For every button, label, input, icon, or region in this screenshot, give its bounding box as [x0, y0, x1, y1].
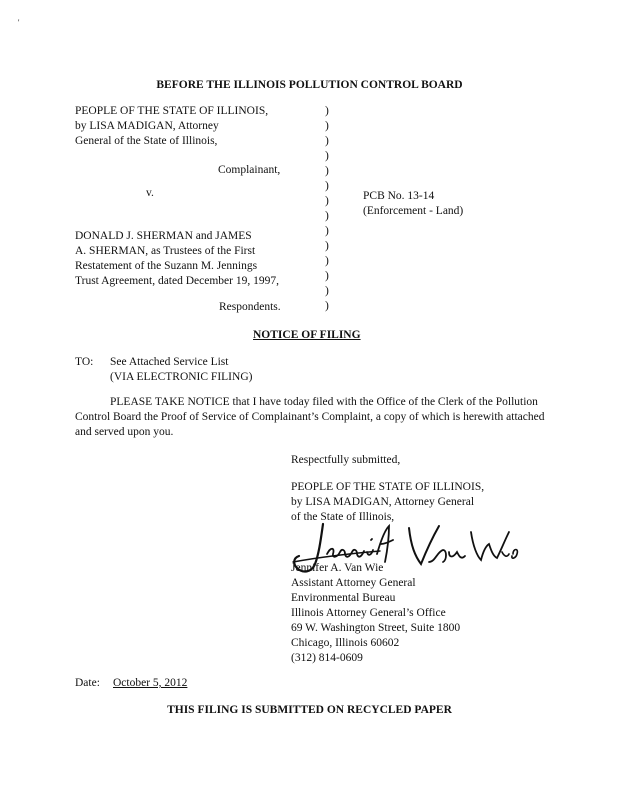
signer-office: Illinois Attorney General’s Office — [291, 607, 446, 619]
signature-block-line-2: by LISA MADIGAN, Attorney General — [291, 496, 475, 508]
caption-paren: ) — [325, 240, 329, 252]
caption-paren: ) — [325, 195, 329, 207]
document-heading: BEFORE THE ILLINOIS POLLUTION CONTROL BOARD — [156, 79, 463, 91]
caption-paren: ) — [325, 270, 329, 282]
caption-paren: ) — [325, 225, 329, 237]
respondent-role: Respondents. — [219, 301, 281, 313]
case-number: PCB No. 13-14 — [363, 190, 435, 202]
signer-name: Jennifer A. Van Wie — [291, 562, 384, 574]
signature-block-line-3: of the State of Illinois, — [291, 511, 395, 523]
recycled-paper-footer: THIS FILING IS SUBMITTED ON RECYCLED PAPER — [167, 704, 452, 716]
signer-title: Assistant Attorney General — [291, 577, 416, 589]
notice-body: PLEASE TAKE NOTICE that I have today filed with the Office of the Clerk of the Pollution Control Board the Proof of Service of Complainant’s Complaint, a copy of which is herewith attached and served upon you. — [75, 396, 545, 438]
complainant-role: Complainant, — [218, 164, 281, 176]
closing: Respectfully submitted, — [291, 454, 401, 466]
caption-paren: ) — [325, 135, 329, 147]
respondent-line-1: DONALD J. SHERMAN and JAMES — [75, 230, 252, 242]
caption-paren: ) — [325, 255, 329, 267]
versus-label: v. — [146, 187, 154, 199]
caption-paren: ) — [325, 150, 329, 162]
signer-phone: (312) 814-0609 — [291, 652, 363, 664]
complainant-line-1: PEOPLE OF THE STATE OF ILLINOIS, — [75, 105, 269, 117]
signer-bureau: Environmental Bureau — [291, 592, 396, 604]
notice-title: NOTICE OF FILING — [253, 329, 361, 341]
caption-paren: ) — [325, 105, 329, 117]
signature-block-line-1: PEOPLE OF THE STATE OF ILLINOIS, — [291, 481, 485, 493]
to-line-1: See Attached Service List — [110, 356, 229, 368]
caption-paren: ) — [325, 285, 329, 297]
complainant-line-2: by LISA MADIGAN, Attorney — [75, 120, 219, 132]
date-value: October 5, 2012 — [113, 677, 188, 689]
signer-street: 69 W. Washington Street, Suite 1800 — [291, 622, 461, 634]
respondent-line-4: Trust Agreement, dated December 19, 1997, — [75, 275, 279, 287]
caption-paren: ) — [325, 165, 329, 177]
caption-paren: ) — [325, 210, 329, 222]
date-label: Date: — [75, 677, 100, 689]
to-line-2: (VIA ELECTRONIC FILING) — [110, 371, 253, 383]
case-type: (Enforcement - Land) — [363, 205, 464, 217]
signer-city: Chicago, Illinois 60602 — [291, 637, 400, 649]
caption-paren: ) — [325, 300, 329, 312]
to-label: TO: — [75, 356, 94, 368]
caption-paren: ) — [325, 180, 329, 192]
caption-paren: ) — [325, 120, 329, 132]
complainant-line-3: General of the State of Illinois, — [75, 135, 218, 147]
scan-mark: ' — [18, 18, 20, 27]
respondent-line-3: Restatement of the Suzann M. Jennings — [75, 260, 258, 272]
respondent-line-2: A. SHERMAN, as Trustees of the First — [75, 245, 256, 257]
